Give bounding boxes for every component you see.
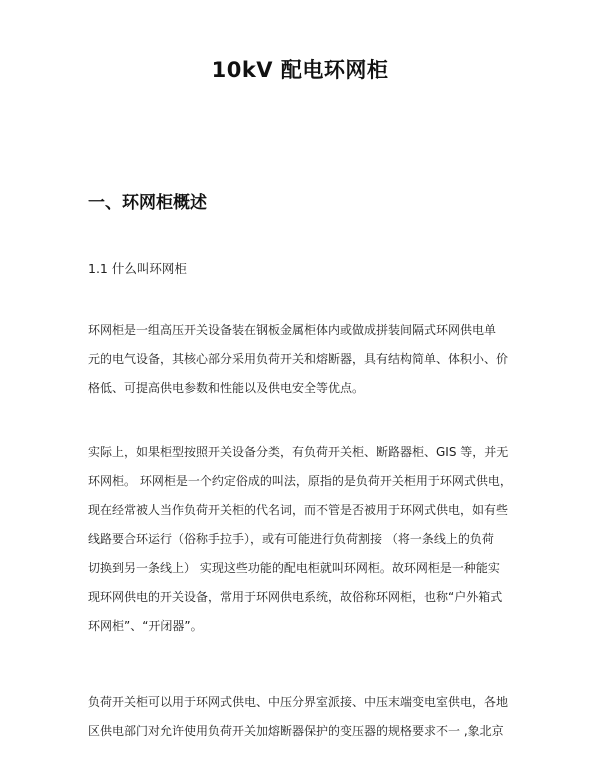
paragraph-line: 环网柜”、“开闭器”。 — [88, 619, 203, 633]
paragraph-line: 现在经常被人当作负荷开关柜的代名词，而不管是否被用于环网式供电，如有些 — [88, 503, 509, 517]
paragraph-line: 现环网供电的开关设备，常用于环网供电系统，故俗称环网柜，也称“户外箱式 — [88, 590, 503, 604]
paragraph-line: 元的电气设备，其核心部分采用负荷开关和熔断器，具有结构简单、体积小、价 — [88, 352, 509, 366]
section-heading: 一、环网柜概述 — [88, 193, 207, 213]
paragraph-line: 负荷开关柜可以用于环网式供电、中压分界室派接、中压末端变电室供电，各地 — [88, 695, 509, 709]
paragraph-line: 区供电部门对允许使用负荷开关加熔断器保护的变压器的规格要求不一 ,象北京 — [88, 724, 504, 738]
paragraph-line: 环网柜是一组高压开关设备装在钢板金属柜体内或做成拼装间隔式环网供电单 — [88, 323, 497, 337]
paragraph-usage — [88, 688, 522, 746]
paragraph-line: 实际上，如果柜型按照开关设备分类，有负荷开关柜、断路器柜、GIS 等，并无 — [88, 445, 509, 459]
paragraph-line: 线路要合环运行（俗称手拉手），或有可能进行负荷割接 （将一条线上的负荷 — [88, 532, 494, 546]
document-title: 10kV 配电环网柜 — [211, 58, 389, 82]
paragraph-definition — [88, 316, 522, 403]
subsection-heading: 1.1 什么叫环网柜 — [88, 261, 187, 276]
paragraph-line: 切换到另一条线上） 实现这些功能的配电柜就叫环网柜。故环网柜是一种能实 — [88, 561, 500, 575]
paragraph-line: 环网柜。 环网柜是一个约定俗成的叫法，原指的是负荷开关柜用于环网式供电， — [88, 474, 512, 488]
paragraph-explanation — [88, 438, 522, 641]
paragraph-line: 格低、可提高供电参数和性能以及供电安全等优点。 — [88, 381, 365, 395]
